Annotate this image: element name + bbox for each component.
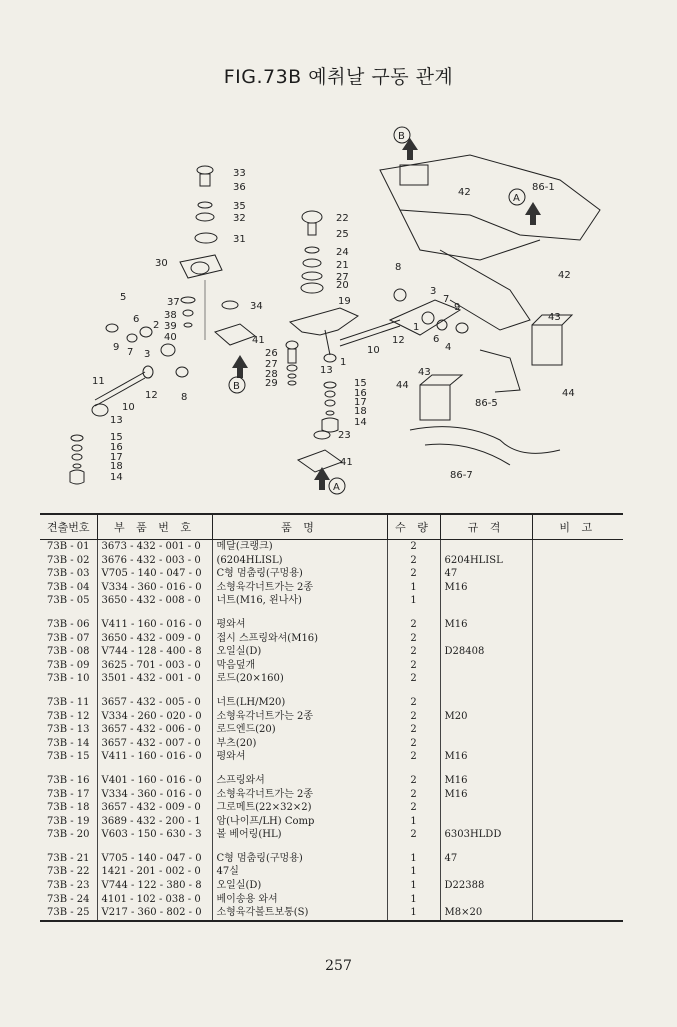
svg-text:42: 42 [558, 270, 571, 281]
svg-text:16: 16 [354, 388, 367, 399]
svg-text:43: 43 [548, 312, 561, 323]
name-cell: 소형육각너트가는 2종 [212, 710, 387, 724]
svg-text:14: 14 [110, 472, 123, 483]
spec-cell: M8×20 [440, 906, 532, 921]
name-cell: 너트(LH/M20) [212, 696, 387, 710]
ref-no-cell: 73B - 12 [46, 710, 90, 722]
svg-text:10: 10 [122, 402, 135, 413]
table-row [40, 645, 623, 659]
qty-cell: 2 [387, 632, 440, 646]
remarks-cell [532, 710, 623, 724]
spec-cell [440, 594, 532, 608]
ref-no-cell: 73B - 16 [46, 774, 90, 786]
qty-cell: 1 [387, 865, 440, 879]
qty-cell: 1 [387, 594, 440, 608]
spec-cell [440, 865, 532, 879]
callout-b-left: B [233, 381, 240, 392]
ref-no-cell: 73B - 19 [46, 815, 90, 827]
svg-text:44: 44 [396, 380, 409, 391]
part-no-cell: 3673 - 432 - 001 - 0 [97, 540, 212, 554]
ref-no-cell: 73B - 18 [46, 802, 90, 814]
svg-text:43: 43 [418, 367, 431, 378]
svg-text:5: 5 [120, 292, 127, 303]
spec-cell: D28408 [440, 645, 532, 659]
spacer-cell [387, 608, 440, 618]
spec-cell: M16 [440, 581, 532, 595]
ref-no-cell: 73B - 15 [46, 751, 90, 763]
name-cell: 47실 [212, 865, 387, 879]
table-header-row [40, 514, 623, 540]
col-header-name: 품 명 [212, 514, 387, 540]
spec-cell [440, 801, 532, 815]
name-cell: C형 멈춤링(구멍용) [212, 852, 387, 866]
remarks-cell [532, 594, 623, 608]
ref-no-cell: 73B - 06 [46, 618, 90, 630]
ref-no-cell: 73B - 13 [46, 724, 90, 736]
table-row [40, 567, 623, 581]
svg-text:10: 10 [367, 345, 380, 356]
svg-text:23: 23 [338, 430, 351, 441]
parts-table-wrap [40, 513, 623, 922]
table-row [40, 672, 623, 686]
ref-no-cell: 73B - 23 [46, 880, 90, 892]
qty-cell: 1 [387, 879, 440, 893]
col-header-ref-no: 견출번호 [40, 514, 97, 540]
remarks-cell [532, 852, 623, 866]
part-no-cell: 3650 - 432 - 009 - 0 [97, 632, 212, 646]
qty-cell: 2 [387, 750, 440, 764]
group-spacer [40, 686, 623, 696]
svg-text:3: 3 [430, 286, 437, 297]
svg-text:20: 20 [336, 280, 349, 291]
qty-cell: 2 [387, 737, 440, 751]
table-row [40, 865, 623, 879]
group-spacer [40, 764, 623, 774]
right-assembly [340, 127, 600, 465]
ref-no-cell: 73B - 14 [46, 737, 90, 749]
callout-b-right: B [398, 131, 405, 142]
qty-cell: 1 [387, 581, 440, 595]
remarks-cell [532, 659, 623, 673]
spec-cell: M16 [440, 618, 532, 632]
qty-cell: 2 [387, 659, 440, 673]
qty-cell: 1 [387, 815, 440, 829]
spacer-cell [532, 686, 623, 696]
remarks-cell [532, 801, 623, 815]
page-number: 257 [325, 958, 352, 974]
svg-text:21: 21 [336, 260, 349, 271]
svg-text:7: 7 [443, 294, 450, 305]
svg-text:13: 13 [320, 365, 333, 376]
name-cell: 소형육각너트가는 2종 [212, 788, 387, 802]
name-cell: 너트(M16, 왼나사) [212, 594, 387, 608]
center-labels [265, 213, 367, 468]
remarks-cell [532, 618, 623, 632]
col-header-spec: 규 격 [440, 514, 532, 540]
name-cell: 막음덮개 [212, 659, 387, 673]
spec-cell: 6303HLDD [440, 828, 532, 842]
qty-cell: 2 [387, 801, 440, 815]
svg-text:11: 11 [92, 376, 105, 387]
ref-no-cell: 73B - 08 [46, 646, 90, 658]
svg-text:9: 9 [454, 302, 461, 313]
callout-a-right: A [513, 193, 520, 204]
table-row [40, 659, 623, 673]
svg-text:3: 3 [144, 349, 151, 360]
ref-no-cell: 73B - 04 [46, 581, 90, 593]
spacer-cell [40, 842, 97, 852]
qty-cell: 1 [387, 906, 440, 921]
svg-text:42: 42 [458, 187, 471, 198]
svg-text:12: 12 [392, 335, 405, 346]
remarks-cell [532, 737, 623, 751]
name-cell: 소형육각볼트보통(S) [212, 906, 387, 921]
name-cell: 그로메트(22×32×2) [212, 801, 387, 815]
svg-text:26: 26 [265, 348, 278, 359]
table-row [40, 852, 623, 866]
table-row [40, 632, 623, 646]
callout-a-center: A [333, 482, 340, 493]
qty-cell: 2 [387, 645, 440, 659]
right-labels [367, 182, 575, 481]
remarks-cell [532, 645, 623, 659]
svg-text:6: 6 [133, 314, 140, 325]
qty-cell: 2 [387, 567, 440, 581]
name-cell: 평와셔 [212, 750, 387, 764]
remarks-cell [532, 672, 623, 686]
ref-no-cell: 73B - 09 [46, 659, 90, 671]
part-no-cell: 3657 - 432 - 005 - 0 [97, 696, 212, 710]
part-no-cell: 3501 - 432 - 001 - 0 [97, 672, 212, 686]
svg-text:27: 27 [265, 359, 278, 370]
ref-no-cell: 73B - 03 [46, 568, 90, 580]
part-no-cell: 1421 - 201 - 002 - 0 [97, 865, 212, 879]
spacer-cell [97, 608, 212, 618]
table-row [40, 581, 623, 595]
table-row [40, 696, 623, 710]
qty-cell: 1 [387, 893, 440, 907]
spacer-cell [212, 608, 387, 618]
svg-text:24: 24 [336, 247, 349, 258]
svg-text:18: 18 [110, 461, 123, 472]
spacer-cell [40, 686, 97, 696]
table-row [40, 540, 623, 554]
table-row [40, 618, 623, 632]
remarks-cell [532, 554, 623, 568]
spacer-cell [40, 764, 97, 774]
spec-cell [440, 815, 532, 829]
table-row [40, 801, 623, 815]
svg-text:12: 12 [145, 390, 158, 401]
svg-text:17: 17 [354, 397, 367, 408]
part-no-cell: 3689 - 432 - 200 - 1 [97, 815, 212, 829]
spec-cell: M16 [440, 774, 532, 788]
part-no-cell: 3676 - 432 - 003 - 0 [97, 554, 212, 568]
svg-text:13: 13 [110, 415, 123, 426]
part-no-cell: 3657 - 432 - 006 - 0 [97, 723, 212, 737]
name-cell: 접시 스프링와셔(M16) [212, 632, 387, 646]
svg-text:15: 15 [354, 378, 367, 389]
svg-text:37: 37 [167, 297, 180, 308]
table-row [40, 893, 623, 907]
part-no-cell: V334 - 360 - 016 - 0 [97, 788, 212, 802]
svg-text:4: 4 [445, 342, 452, 353]
ref-no-cell: 73B - 20 [46, 829, 90, 841]
table-row [40, 828, 623, 842]
name-cell: C형 멈춤링(구멍용) [212, 567, 387, 581]
ref-no-cell: 73B - 22 [46, 866, 90, 878]
figure-title: FIG.73B 예취날 구동 관계 [223, 66, 454, 88]
remarks-cell [532, 879, 623, 893]
spacer-cell [212, 686, 387, 696]
svg-text:1: 1 [340, 357, 347, 368]
spec-cell: D22388 [440, 879, 532, 893]
svg-text:38: 38 [164, 310, 177, 321]
name-cell: 오일실(D) [212, 645, 387, 659]
table-row [40, 723, 623, 737]
part-no-cell: 3650 - 432 - 008 - 0 [97, 594, 212, 608]
spec-cell [440, 659, 532, 673]
remarks-cell [532, 906, 623, 921]
svg-text:8: 8 [181, 392, 188, 403]
name-cell: 평와셔 [212, 618, 387, 632]
spec-cell [440, 893, 532, 907]
svg-text:7: 7 [127, 347, 134, 358]
svg-text:14: 14 [354, 417, 367, 428]
ref-no-cell: 73B - 21 [46, 852, 90, 864]
group-spacer [40, 608, 623, 618]
spec-cell [440, 737, 532, 751]
svg-text:2: 2 [153, 320, 160, 331]
spec-cell: M20 [440, 710, 532, 724]
svg-text:8: 8 [395, 262, 402, 273]
spacer-cell [440, 842, 532, 852]
qty-cell: 2 [387, 774, 440, 788]
name-cell: 베이송용 와셔 [212, 893, 387, 907]
spec-cell: M16 [440, 750, 532, 764]
svg-text:19: 19 [338, 296, 351, 307]
qty-cell: 2 [387, 723, 440, 737]
svg-text:22: 22 [336, 213, 349, 224]
svg-text:34: 34 [250, 301, 263, 312]
qty-cell: 2 [387, 618, 440, 632]
spacer-cell [212, 764, 387, 774]
ref-no-cell: 73B - 11 [46, 696, 90, 708]
table-row [40, 750, 623, 764]
ref-no-cell: 73B - 10 [46, 673, 90, 685]
part-no-cell: V334 - 360 - 016 - 0 [97, 581, 212, 595]
name-cell: 메달(크랭크) [212, 540, 387, 554]
table-row [40, 554, 623, 568]
part-no-cell: V401 - 160 - 016 - 0 [97, 774, 212, 788]
svg-text:1: 1 [413, 322, 420, 333]
spacer-cell [40, 608, 97, 618]
name-cell: (6204HLISL) [212, 554, 387, 568]
svg-text:16: 16 [110, 442, 123, 453]
svg-text:31: 31 [233, 234, 246, 245]
spacer-cell [532, 764, 623, 774]
spacer-cell [387, 764, 440, 774]
qty-cell: 2 [387, 696, 440, 710]
spacer-cell [440, 686, 532, 696]
part-no-cell: 3625 - 701 - 003 - 0 [97, 659, 212, 673]
svg-text:18: 18 [354, 406, 367, 417]
name-cell: 로드엔드(20) [212, 723, 387, 737]
svg-text:30: 30 [155, 258, 168, 269]
col-header-qty: 수 량 [387, 514, 440, 540]
col-header-remarks: 비 고 [532, 514, 623, 540]
part-no-cell: V411 - 160 - 016 - 0 [97, 618, 212, 632]
remarks-cell [532, 540, 623, 554]
part-no-cell: V334 - 260 - 020 - 0 [97, 710, 212, 724]
parts-table-body [40, 540, 623, 921]
left-assembly [70, 166, 255, 484]
svg-text:28: 28 [265, 369, 278, 380]
spec-cell [440, 723, 532, 737]
svg-text:9: 9 [113, 342, 120, 353]
table-row [40, 788, 623, 802]
name-cell: 암(나이프/LH) Comp [212, 815, 387, 829]
qty-cell: 2 [387, 710, 440, 724]
table-row [40, 710, 623, 724]
name-cell: 스프링와셔 [212, 774, 387, 788]
spacer-cell [97, 842, 212, 852]
spacer-cell [97, 764, 212, 774]
parts-table [40, 513, 623, 922]
svg-text:86-1: 86-1 [532, 182, 555, 193]
svg-text:33: 33 [233, 168, 246, 179]
spec-cell: 47 [440, 567, 532, 581]
part-no-cell: V705 - 140 - 047 - 0 [97, 852, 212, 866]
svg-text:41: 41 [340, 457, 353, 468]
remarks-cell [532, 632, 623, 646]
table-row [40, 594, 623, 608]
name-cell: 로드(20×160) [212, 672, 387, 686]
svg-text:17: 17 [110, 452, 123, 463]
qty-cell: 1 [387, 852, 440, 866]
svg-text:36: 36 [233, 182, 246, 193]
remarks-cell [532, 723, 623, 737]
part-no-cell: 3657 - 432 - 007 - 0 [97, 737, 212, 751]
part-no-cell: V744 - 128 - 400 - 8 [97, 645, 212, 659]
remarks-cell [532, 696, 623, 710]
table-row [40, 815, 623, 829]
qty-cell: 2 [387, 554, 440, 568]
ref-no-cell: 73B - 05 [46, 595, 90, 607]
svg-text:44: 44 [562, 388, 575, 399]
ref-no-cell: 73B - 25 [40, 906, 97, 921]
remarks-cell [532, 581, 623, 595]
remarks-cell [532, 750, 623, 764]
svg-text:35: 35 [233, 201, 246, 212]
remarks-cell [532, 774, 623, 788]
qty-cell: 2 [387, 540, 440, 554]
name-cell: 오일실(D) [212, 879, 387, 893]
name-cell: 소형육각너트가는 2종 [212, 581, 387, 595]
part-no-cell: V744 - 122 - 380 - 8 [97, 879, 212, 893]
spacer-cell [387, 686, 440, 696]
ref-no-cell: 73B - 01 [46, 541, 90, 552]
svg-text:6: 6 [433, 334, 440, 345]
svg-text:25: 25 [336, 229, 349, 240]
spacer-cell [440, 764, 532, 774]
svg-text:39: 39 [164, 321, 177, 332]
table-row [40, 906, 623, 921]
svg-text:86-5: 86-5 [475, 398, 498, 409]
qty-cell: 2 [387, 788, 440, 802]
spec-cell [440, 632, 532, 646]
remarks-cell [532, 893, 623, 907]
qty-cell: 2 [387, 828, 440, 842]
table-row [40, 774, 623, 788]
exploded-parts-diagram [40, 110, 650, 510]
part-no-cell: V705 - 140 - 047 - 0 [97, 567, 212, 581]
svg-text:27: 27 [336, 272, 349, 283]
part-no-cell: 4101 - 102 - 038 - 0 [97, 893, 212, 907]
table-row [40, 879, 623, 893]
ref-no-cell: 73B - 07 [46, 632, 90, 644]
group-spacer [40, 842, 623, 852]
remarks-cell [532, 815, 623, 829]
spec-cell: 47 [440, 852, 532, 866]
spacer-cell [532, 608, 623, 618]
spacer-cell [387, 842, 440, 852]
remarks-cell [532, 865, 623, 879]
spacer-cell [212, 842, 387, 852]
spec-cell: M16 [440, 788, 532, 802]
remarks-cell [532, 788, 623, 802]
spacer-cell [440, 608, 532, 618]
table-row [40, 737, 623, 751]
spec-cell [440, 672, 532, 686]
spacer-cell [97, 686, 212, 696]
left-labels [92, 168, 265, 483]
svg-text:32: 32 [233, 213, 246, 224]
ref-no-cell: 73B - 02 [46, 554, 90, 566]
spec-cell [440, 540, 532, 554]
name-cell: 볼 베어링(HL) [212, 828, 387, 842]
col-header-part-no: 부 품 번 호 [97, 514, 212, 540]
part-no-cell: V603 - 150 - 630 - 3 [97, 828, 212, 842]
name-cell: 부츠(20) [212, 737, 387, 751]
spec-cell: 6204HLISL [440, 554, 532, 568]
svg-text:15: 15 [110, 432, 123, 443]
ref-no-cell: 73B - 24 [46, 893, 90, 905]
svg-text:41: 41 [252, 335, 265, 346]
remarks-cell [532, 567, 623, 581]
ref-no-cell: 73B - 17 [46, 788, 90, 800]
remarks-cell [532, 828, 623, 842]
svg-text:29: 29 [265, 378, 278, 389]
part-no-cell: V411 - 160 - 016 - 0 [97, 750, 212, 764]
spacer-cell [532, 842, 623, 852]
spec-cell [440, 696, 532, 710]
svg-text:86-7: 86-7 [450, 470, 473, 481]
svg-text:40: 40 [164, 332, 177, 343]
part-no-cell: 3657 - 432 - 009 - 0 [97, 801, 212, 815]
part-no-cell: V217 - 360 - 802 - 0 [97, 906, 212, 921]
qty-cell: 2 [387, 672, 440, 686]
